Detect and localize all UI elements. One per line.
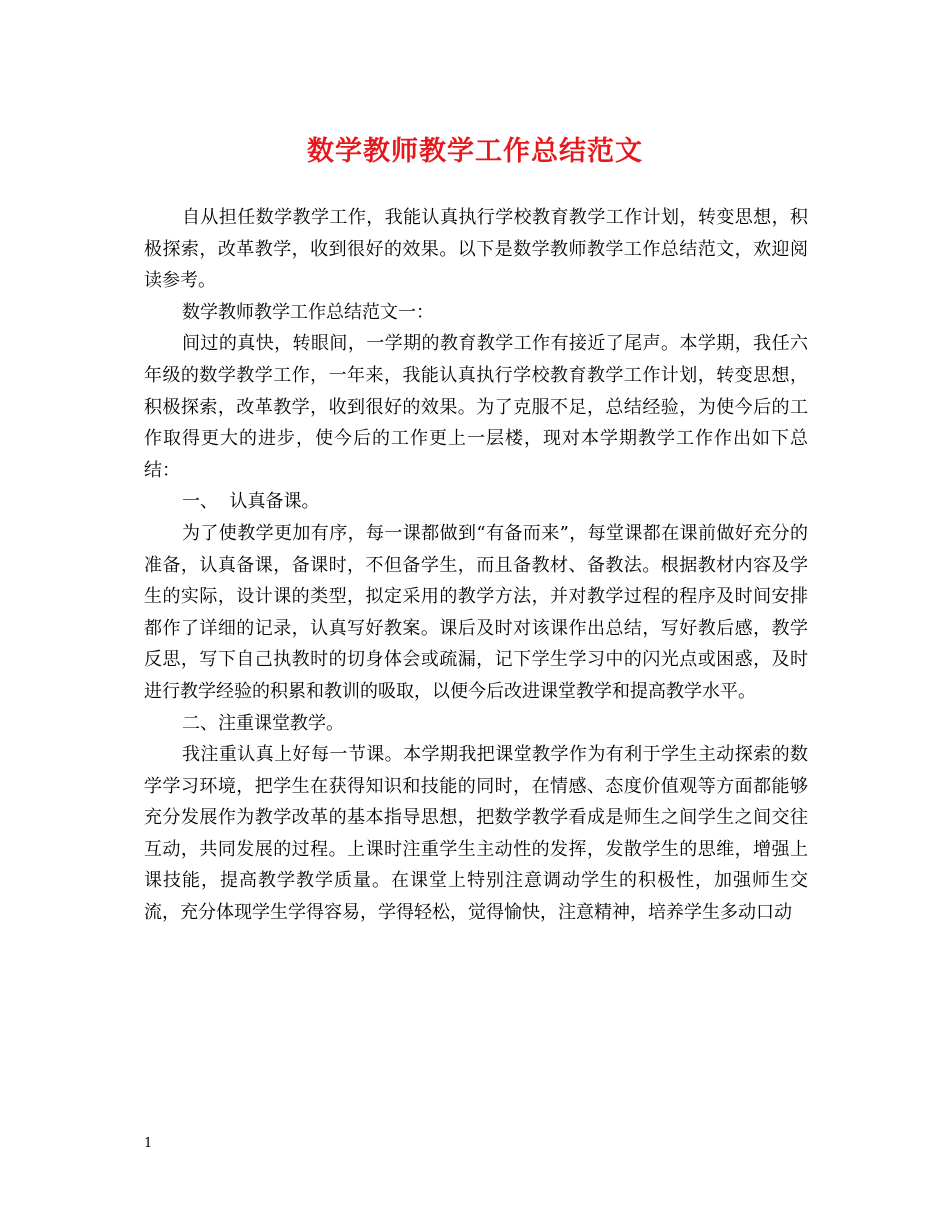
paragraph-classroom: 我注重认真上好每一节课。本学期我把课堂教学作为有利于学生主动探索的数学学习环境，把学生在获得知识和技能的同时，在情感、态度价值观等方面都能够充分发展作为教学改革的基本指导思想，把数学教学看成是师生之间学生之间交往互动，共同发展的过程。上课时注重学生主动性的发挥，发散学生的思维，增强上课技能，提高教学教学质量。在课堂上特别注意调动学生的积极性，加强师生交流，充分体现学生学得容易，学得轻松，觉得愉快，注意精神，培养学生多动口动 bbox=[144, 744, 808, 924]
section-heading-2: 二、注重课堂教学。 bbox=[182, 712, 344, 734]
paragraph-lesson-prep: 为了使教学更加有序，每一课都做到“有备而来”，每堂课都在课前做好充分的准备，认真备课，备课时，不但备学生，而且备教材、备教法。根据教材内容及学生的实际，设计课的类型，拟定采用的教学方法，并对教学过程的程序及时间安排都作了详细的记录，认真写好教案。课后及时对该课作出总结，写好教后感，教学反思，写下自己执教时的切身体会或疏漏，记下学生学习中的闪光点或困惑，及时进行教学经验的积累和教训的吸取，以便今后改进课堂教学和提高教学水平。 bbox=[144, 522, 808, 702]
page-number: 1 bbox=[144, 1136, 153, 1151]
paragraph-intro: 自从担任数学教学工作，我能认真执行学校教育教学工作计划，转变思想，积极探索，改革教学，收到很好的效果。以下是数学教师教学工作总结范文，欢迎阅读参考。 bbox=[144, 207, 808, 292]
section-heading-1: 一、 认真备课。 bbox=[182, 491, 320, 513]
document-body bbox=[144, 202, 808, 929]
paragraph-opening: 间过的真快，转眼间，一学期的教育教学工作有接近了尾声。本学期，我任六年级的数学教学工作，一年来，我能认真执行学校教育教学工作计划，转变思想，积极探索，改革教学，收到很好的效果。为了克服不足，总结经验，为使今后的工作取得更大的进步，使今后的工作更上一层楼，现对本学期教学工作作出如下总结： bbox=[144, 333, 808, 481]
paragraph-subtitle: 数学教师教学工作总结范文一： bbox=[182, 301, 434, 323]
document-title: 数学教师教学工作总结范文 bbox=[307, 136, 643, 167]
